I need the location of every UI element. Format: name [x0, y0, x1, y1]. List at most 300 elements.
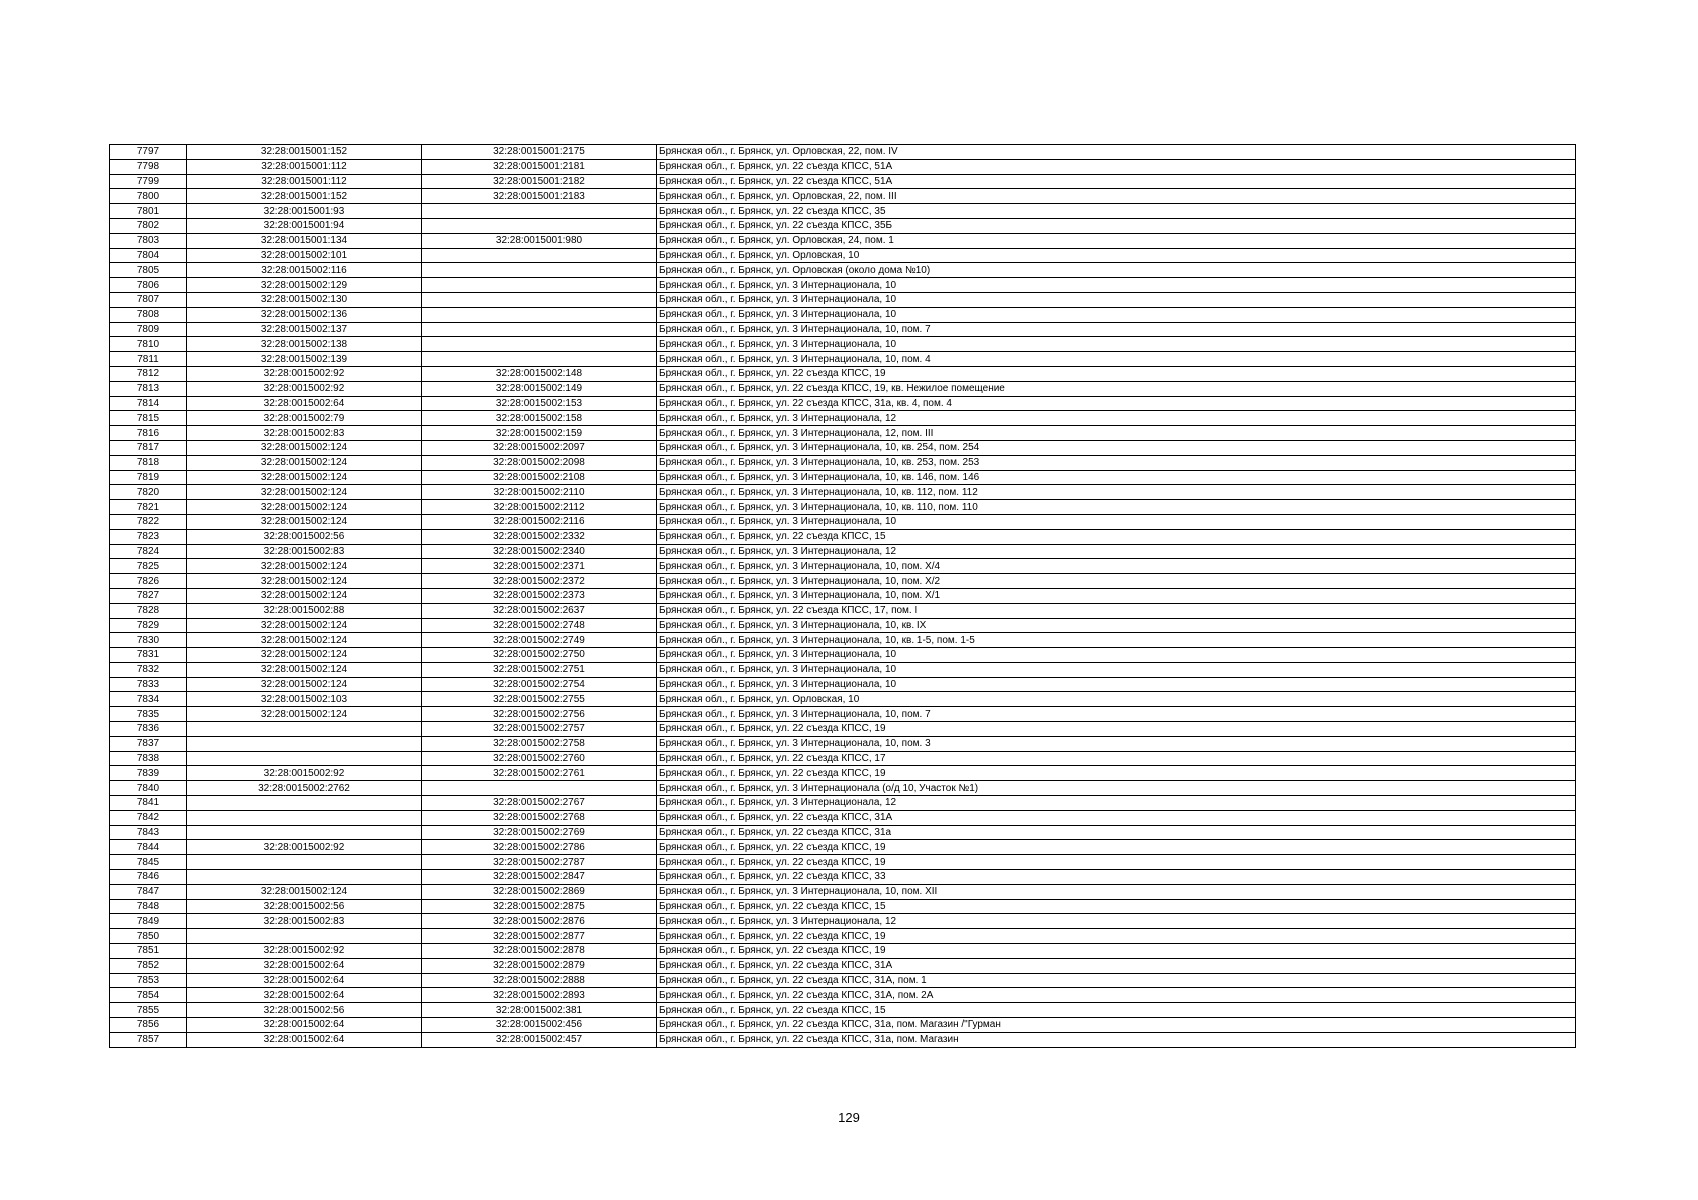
address-cell: Брянская обл., г. Брянск, ул. 3 Интернационала, 10, кв. 146, пом. 146	[657, 470, 1576, 485]
table-row	[110, 973, 1576, 988]
object-number-cell: 32:28:0015002:2760	[422, 751, 657, 766]
row-number-cell: 7816	[110, 426, 187, 441]
parcel-number-cell	[187, 736, 422, 751]
row-number-cell: 7821	[110, 500, 187, 515]
object-number-cell: 32:28:0015002:2769	[422, 825, 657, 840]
address-cell: Брянская обл., г. Брянск, ул. 3 Интернационала, 10	[657, 648, 1576, 663]
address-cell: Брянская обл., г. Брянск, ул. 22 съезда КПСС, 51А	[657, 174, 1576, 189]
row-number-cell: 7801	[110, 204, 187, 219]
address-cell: Брянская обл., г. Брянск, ул. 22 съезда КПСС, 15	[657, 1003, 1576, 1018]
table-row	[110, 825, 1576, 840]
row-number-cell: 7847	[110, 884, 187, 899]
table-row	[110, 677, 1576, 692]
table-row	[110, 692, 1576, 707]
parcel-number-cell: 32:28:0015002:138	[187, 337, 422, 352]
object-number-cell: 32:28:0015002:148	[422, 366, 657, 381]
object-number-cell: 32:28:0015001:2175	[422, 145, 657, 160]
row-number-cell: 7825	[110, 559, 187, 574]
parcel-number-cell	[187, 870, 422, 885]
object-number-cell: 32:28:0015002:2877	[422, 929, 657, 944]
address-cell: Брянская обл., г. Брянск, ул. 3 Интернационала, 12	[657, 796, 1576, 811]
object-number-cell: 32:28:0015002:2754	[422, 677, 657, 692]
object-number-cell	[422, 218, 657, 233]
address-cell: Брянская обл., г. Брянск, ул. 3 Интернационала, 10	[657, 677, 1576, 692]
table-row	[110, 544, 1576, 559]
row-number-cell: 7836	[110, 722, 187, 737]
parcel-number-cell: 32:28:0015002:64	[187, 396, 422, 411]
row-number-cell: 7802	[110, 218, 187, 233]
object-number-cell: 32:28:0015002:381	[422, 1003, 657, 1018]
address-cell: Брянская обл., г. Брянск, ул. 22 съезда КПСС, 15	[657, 529, 1576, 544]
table-row	[110, 426, 1576, 441]
table-row	[110, 366, 1576, 381]
row-number-cell: 7848	[110, 899, 187, 914]
row-number-cell: 7808	[110, 307, 187, 322]
object-number-cell: 32:28:0015002:2876	[422, 914, 657, 929]
table-row	[110, 662, 1576, 677]
row-number-cell: 7806	[110, 278, 187, 293]
address-cell: Брянская обл., г. Брянск, ул. 3 Интернационала, 10, пом. Х/4	[657, 559, 1576, 574]
object-number-cell: 32:28:0015002:2098	[422, 455, 657, 470]
row-number-cell: 7845	[110, 855, 187, 870]
row-number-cell: 7823	[110, 529, 187, 544]
object-number-cell: 32:28:0015002:2110	[422, 485, 657, 500]
row-number-cell: 7838	[110, 751, 187, 766]
table-row	[110, 736, 1576, 751]
table-row	[110, 929, 1576, 944]
row-number-cell: 7837	[110, 736, 187, 751]
table-row	[110, 1018, 1576, 1033]
parcel-number-cell: 32:28:0015002:124	[187, 677, 422, 692]
address-cell: Брянская обл., г. Брянск, ул. 22 съезда КПСС, 51А	[657, 159, 1576, 174]
row-number-cell: 7853	[110, 973, 187, 988]
parcel-number-cell: 32:28:0015001:112	[187, 159, 422, 174]
address-cell: Брянская обл., г. Брянск, ул. 3 Интернационала, 10, пом. 7	[657, 707, 1576, 722]
table-row	[110, 633, 1576, 648]
address-cell: Брянская обл., г. Брянск, ул. 22 съезда КПСС, 33	[657, 870, 1576, 885]
row-number-cell: 7797	[110, 145, 187, 160]
parcel-number-cell: 32:28:0015002:88	[187, 603, 422, 618]
table-row	[110, 485, 1576, 500]
address-cell: Брянская обл., г. Брянск, ул. 22 съезда КПСС, 35Б	[657, 218, 1576, 233]
table-row	[110, 307, 1576, 322]
row-number-cell: 7852	[110, 958, 187, 973]
property-registry-table	[109, 144, 1576, 1048]
object-number-cell: 32:28:0015002:2112	[422, 500, 657, 515]
object-number-cell: 32:28:0015002:2758	[422, 736, 657, 751]
object-number-cell: 32:28:0015002:2878	[422, 944, 657, 959]
address-cell: Брянская обл., г. Брянск, ул. 3 Интернационала, 10	[657, 514, 1576, 529]
parcel-number-cell: 32:28:0015002:124	[187, 884, 422, 899]
address-cell: Брянская обл., г. Брянск, ул. 22 съезда КПСС, 31а, пом. Магазин /"Гурман	[657, 1018, 1576, 1033]
object-number-cell: 32:28:0015002:2893	[422, 988, 657, 1003]
parcel-number-cell: 32:28:0015002:124	[187, 440, 422, 455]
table-row	[110, 751, 1576, 766]
registry-table-body	[110, 145, 1576, 1048]
parcel-number-cell: 32:28:0015002:83	[187, 914, 422, 929]
row-number-cell: 7826	[110, 574, 187, 589]
object-number-cell: 32:28:0015002:2750	[422, 648, 657, 663]
table-row	[110, 381, 1576, 396]
address-cell: Брянская обл., г. Брянск, ул. 3 Интернационала, 10	[657, 337, 1576, 352]
object-number-cell: 32:28:0015002:2875	[422, 899, 657, 914]
parcel-number-cell	[187, 751, 422, 766]
row-number-cell: 7849	[110, 914, 187, 929]
object-number-cell	[422, 781, 657, 796]
address-cell: Брянская обл., г. Брянск, ул. 3 Интернационала, 10, пом. 7	[657, 322, 1576, 337]
address-cell: Брянская обл., г. Брянск, ул. 22 съезда КПСС, 19	[657, 766, 1576, 781]
parcel-number-cell: 32:28:0015002:64	[187, 973, 422, 988]
table-row	[110, 411, 1576, 426]
parcel-number-cell: 32:28:0015002:92	[187, 840, 422, 855]
parcel-number-cell: 32:28:0015002:124	[187, 470, 422, 485]
row-number-cell: 7839	[110, 766, 187, 781]
table-row	[110, 204, 1576, 219]
object-number-cell: 32:28:0015002:149	[422, 381, 657, 396]
row-number-cell: 7812	[110, 366, 187, 381]
parcel-number-cell	[187, 855, 422, 870]
address-cell: Брянская обл., г. Брянск, ул. Орловская, 24, пом. 1	[657, 233, 1576, 248]
object-number-cell: 32:28:0015002:457	[422, 1032, 657, 1047]
table-row	[110, 722, 1576, 737]
parcel-number-cell: 32:28:0015002:92	[187, 944, 422, 959]
row-number-cell: 7831	[110, 648, 187, 663]
table-row	[110, 263, 1576, 278]
table-row	[110, 944, 1576, 959]
parcel-number-cell	[187, 825, 422, 840]
table-row	[110, 870, 1576, 885]
row-number-cell: 7829	[110, 618, 187, 633]
object-number-cell: 32:28:0015002:158	[422, 411, 657, 426]
table-row	[110, 796, 1576, 811]
object-number-cell: 32:28:0015002:2340	[422, 544, 657, 559]
table-row	[110, 914, 1576, 929]
row-number-cell: 7855	[110, 1003, 187, 1018]
row-number-cell: 7835	[110, 707, 187, 722]
parcel-number-cell: 32:28:0015002:56	[187, 529, 422, 544]
row-number-cell: 7800	[110, 189, 187, 204]
table-row	[110, 233, 1576, 248]
parcel-number-cell	[187, 810, 422, 825]
parcel-number-cell: 32:28:0015002:92	[187, 366, 422, 381]
object-number-cell: 32:28:0015002:2097	[422, 440, 657, 455]
parcel-number-cell: 32:28:0015001:152	[187, 145, 422, 160]
address-cell: Брянская обл., г. Брянск, ул. 3 Интернационала, 10	[657, 292, 1576, 307]
address-cell: Брянская обл., г. Брянск, ул. 22 съезда КПСС, 19	[657, 944, 1576, 959]
table-row	[110, 159, 1576, 174]
table-row	[110, 648, 1576, 663]
address-cell: Брянская обл., г. Брянск, ул. 3 Интернационала, 12	[657, 544, 1576, 559]
address-cell: Брянская обл., г. Брянск, ул. 3 Интернационала, 10, пом. 3	[657, 736, 1576, 751]
object-number-cell: 32:28:0015002:2748	[422, 618, 657, 633]
address-cell: Брянская обл., г. Брянск, ул. 3 Интернационала (о/д 10, Участок №1)	[657, 781, 1576, 796]
row-number-cell: 7830	[110, 633, 187, 648]
parcel-number-cell	[187, 722, 422, 737]
parcel-number-cell: 32:28:0015002:64	[187, 958, 422, 973]
row-number-cell: 7857	[110, 1032, 187, 1047]
row-number-cell: 7844	[110, 840, 187, 855]
table-row	[110, 292, 1576, 307]
object-number-cell: 32:28:0015002:2888	[422, 973, 657, 988]
address-cell: Брянская обл., г. Брянск, ул. 22 съезда КПСС, 31а, пом. Магазин	[657, 1032, 1576, 1047]
object-number-cell: 32:28:0015001:2182	[422, 174, 657, 189]
object-number-cell: 32:28:0015002:2787	[422, 855, 657, 870]
address-cell: Брянская обл., г. Брянск, ул. Орловская, 22, пом. IV	[657, 145, 1576, 160]
row-number-cell: 7827	[110, 588, 187, 603]
object-number-cell: 32:28:0015002:2637	[422, 603, 657, 618]
parcel-number-cell: 32:28:0015002:116	[187, 263, 422, 278]
row-number-cell: 7822	[110, 514, 187, 529]
address-cell: Брянская обл., г. Брянск, ул. 22 съезда КПСС, 17, пом. I	[657, 603, 1576, 618]
table-row	[110, 899, 1576, 914]
address-cell: Брянская обл., г. Брянск, ул. 22 съезда КПСС, 31А, пом. 2А	[657, 988, 1576, 1003]
parcel-number-cell: 32:28:0015002:92	[187, 381, 422, 396]
parcel-number-cell: 32:28:0015002:130	[187, 292, 422, 307]
table-row	[110, 884, 1576, 899]
row-number-cell: 7842	[110, 810, 187, 825]
object-number-cell: 32:28:0015002:2768	[422, 810, 657, 825]
row-number-cell: 7824	[110, 544, 187, 559]
object-number-cell: 32:28:0015001:2183	[422, 189, 657, 204]
table-row	[110, 218, 1576, 233]
address-cell: Брянская обл., г. Брянск, ул. 22 съезда КПСС, 19	[657, 840, 1576, 855]
parcel-number-cell: 32:28:0015002:136	[187, 307, 422, 322]
object-number-cell	[422, 248, 657, 263]
row-number-cell: 7799	[110, 174, 187, 189]
parcel-number-cell: 32:28:0015002:124	[187, 485, 422, 500]
parcel-number-cell: 32:28:0015002:137	[187, 322, 422, 337]
parcel-number-cell: 32:28:0015002:64	[187, 1018, 422, 1033]
parcel-number-cell: 32:28:0015001:94	[187, 218, 422, 233]
parcel-number-cell: 32:28:0015002:64	[187, 1032, 422, 1047]
object-number-cell: 32:28:0015002:2108	[422, 470, 657, 485]
row-number-cell: 7820	[110, 485, 187, 500]
row-number-cell: 7832	[110, 662, 187, 677]
table-row	[110, 810, 1576, 825]
row-number-cell: 7834	[110, 692, 187, 707]
object-number-cell: 32:28:0015002:2372	[422, 574, 657, 589]
address-cell: Брянская обл., г. Брянск, ул. 3 Интернационала, 10, кв. 253, пом. 253	[657, 455, 1576, 470]
object-number-cell	[422, 292, 657, 307]
address-cell: Брянская обл., г. Брянск, ул. 3 Интернационала, 10, кв. 110, пом. 110	[657, 500, 1576, 515]
address-cell: Брянская обл., г. Брянск, ул. 3 Интернационала, 10	[657, 662, 1576, 677]
object-number-cell: 32:28:0015002:2786	[422, 840, 657, 855]
object-number-cell	[422, 307, 657, 322]
table-row	[110, 174, 1576, 189]
table-row	[110, 1032, 1576, 1047]
row-number-cell: 7817	[110, 440, 187, 455]
row-number-cell: 7804	[110, 248, 187, 263]
row-number-cell: 7814	[110, 396, 187, 411]
object-number-cell: 32:28:0015001:980	[422, 233, 657, 248]
table-row	[110, 396, 1576, 411]
object-number-cell: 32:28:0015002:2757	[422, 722, 657, 737]
parcel-number-cell: 32:28:0015002:83	[187, 426, 422, 441]
object-number-cell: 32:28:0015002:159	[422, 426, 657, 441]
row-number-cell: 7854	[110, 988, 187, 1003]
object-number-cell: 32:28:0015002:2371	[422, 559, 657, 574]
table-row	[110, 618, 1576, 633]
row-number-cell: 7819	[110, 470, 187, 485]
parcel-number-cell: 32:28:0015001:112	[187, 174, 422, 189]
table-row	[110, 588, 1576, 603]
object-number-cell: 32:28:0015002:2751	[422, 662, 657, 677]
object-number-cell: 32:28:0015001:2181	[422, 159, 657, 174]
table-row	[110, 500, 1576, 515]
parcel-number-cell: 32:28:0015002:124	[187, 559, 422, 574]
address-cell: Брянская обл., г. Брянск, ул. 3 Интернационала, 12, пом. III	[657, 426, 1576, 441]
object-number-cell: 32:28:0015002:2116	[422, 514, 657, 529]
table-row	[110, 145, 1576, 160]
table-row	[110, 603, 1576, 618]
table-row	[110, 840, 1576, 855]
object-number-cell: 32:28:0015002:2879	[422, 958, 657, 973]
table-row	[110, 1003, 1576, 1018]
table-row	[110, 574, 1576, 589]
object-number-cell	[422, 337, 657, 352]
row-number-cell: 7810	[110, 337, 187, 352]
row-number-cell: 7811	[110, 352, 187, 367]
row-number-cell: 7803	[110, 233, 187, 248]
row-number-cell: 7818	[110, 455, 187, 470]
parcel-number-cell: 32:28:0015002:64	[187, 988, 422, 1003]
page-number: 129	[838, 1110, 860, 1125]
table-row	[110, 707, 1576, 722]
object-number-cell: 32:28:0015002:2761	[422, 766, 657, 781]
table-row	[110, 248, 1576, 263]
address-cell: Брянская обл., г. Брянск, ул. Орловская (около дома №10)	[657, 263, 1576, 278]
address-cell: Брянская обл., г. Брянск, ул. 3 Интернационала, 12	[657, 411, 1576, 426]
parcel-number-cell: 32:28:0015001:93	[187, 204, 422, 219]
parcel-number-cell: 32:28:0015002:92	[187, 766, 422, 781]
table-row	[110, 455, 1576, 470]
table-row	[110, 440, 1576, 455]
object-number-cell: 32:28:0015002:2332	[422, 529, 657, 544]
object-number-cell	[422, 204, 657, 219]
address-cell: Брянская обл., г. Брянск, ул. Орловская, 10	[657, 248, 1576, 263]
parcel-number-cell: 32:28:0015002:101	[187, 248, 422, 263]
row-number-cell: 7841	[110, 796, 187, 811]
table-row	[110, 958, 1576, 973]
parcel-number-cell: 32:28:0015002:124	[187, 500, 422, 515]
row-number-cell: 7807	[110, 292, 187, 307]
parcel-number-cell	[187, 929, 422, 944]
address-cell: Брянская обл., г. Брянск, ул. 3 Интернационала, 12	[657, 914, 1576, 929]
address-cell: Брянская обл., г. Брянск, ул. Орловская, 22, пом. III	[657, 189, 1576, 204]
address-cell: Брянская обл., г. Брянск, ул. 22 съезда КПСС, 31А	[657, 810, 1576, 825]
address-cell: Брянская обл., г. Брянск, ул. 3 Интернационала, 10, кв. 112, пом. 112	[657, 485, 1576, 500]
object-number-cell: 32:28:0015002:2767	[422, 796, 657, 811]
object-number-cell	[422, 263, 657, 278]
address-cell: Брянская обл., г. Брянск, ул. 3 Интернационала, 10, пом. Х/1	[657, 588, 1576, 603]
object-number-cell: 32:28:0015002:2756	[422, 707, 657, 722]
table-row	[110, 189, 1576, 204]
parcel-number-cell: 32:28:0015002:79	[187, 411, 422, 426]
table-row	[110, 781, 1576, 796]
table-row	[110, 470, 1576, 485]
parcel-number-cell: 32:28:0015002:124	[187, 707, 422, 722]
table-row	[110, 988, 1576, 1003]
row-number-cell: 7833	[110, 677, 187, 692]
row-number-cell: 7828	[110, 603, 187, 618]
address-cell: Брянская обл., г. Брянск, ул. 22 съезда КПСС, 17	[657, 751, 1576, 766]
address-cell: Брянская обл., г. Брянск, ул. 3 Интернационала, 10, пом. XII	[657, 884, 1576, 899]
table-row	[110, 352, 1576, 367]
row-number-cell: 7856	[110, 1018, 187, 1033]
object-number-cell: 32:28:0015002:153	[422, 396, 657, 411]
table-row	[110, 322, 1576, 337]
object-number-cell: 32:28:0015002:2749	[422, 633, 657, 648]
object-number-cell: 32:28:0015002:2755	[422, 692, 657, 707]
address-cell: Брянская обл., г. Брянск, ул. 22 съезда КПСС, 19	[657, 722, 1576, 737]
address-cell: Брянская обл., г. Брянск, ул. 22 съезда КПСС, 35	[657, 204, 1576, 219]
parcel-number-cell: 32:28:0015002:124	[187, 588, 422, 603]
table-row	[110, 855, 1576, 870]
address-cell: Брянская обл., г. Брянск, ул. 22 съезда КПСС, 19	[657, 366, 1576, 381]
row-number-cell: 7846	[110, 870, 187, 885]
address-cell: Брянская обл., г. Брянск, ул. 22 съезда КПСС, 19	[657, 855, 1576, 870]
address-cell: Брянская обл., г. Брянск, ул. 22 съезда КПСС, 19	[657, 929, 1576, 944]
parcel-number-cell: 32:28:0015002:124	[187, 455, 422, 470]
address-cell: Брянская обл., г. Брянск, ул. 22 съезда КПСС, 31а, кв. 4, пом. 4	[657, 396, 1576, 411]
table-row	[110, 278, 1576, 293]
address-cell: Брянская обл., г. Брянск, ул. 3 Интернационала, 10, кв. IX	[657, 618, 1576, 633]
parcel-number-cell: 32:28:0015002:129	[187, 278, 422, 293]
object-number-cell: 32:28:0015002:2847	[422, 870, 657, 885]
parcel-number-cell: 32:28:0015002:124	[187, 662, 422, 677]
parcel-number-cell: 32:28:0015002:124	[187, 618, 422, 633]
table-row	[110, 529, 1576, 544]
object-number-cell: 32:28:0015002:2373	[422, 588, 657, 603]
table-row	[110, 514, 1576, 529]
row-number-cell: 7843	[110, 825, 187, 840]
address-cell: Брянская обл., г. Брянск, ул. 22 съезда КПСС, 19, кв. Нежилое помещение	[657, 381, 1576, 396]
row-number-cell: 7809	[110, 322, 187, 337]
table-row	[110, 337, 1576, 352]
row-number-cell: 7850	[110, 929, 187, 944]
row-number-cell: 7851	[110, 944, 187, 959]
parcel-number-cell: 32:28:0015002:139	[187, 352, 422, 367]
parcel-number-cell: 32:28:0015001:134	[187, 233, 422, 248]
address-cell: Брянская обл., г. Брянск, ул. Орловская, 10	[657, 692, 1576, 707]
parcel-number-cell: 32:28:0015002:103	[187, 692, 422, 707]
parcel-number-cell: 32:28:0015002:124	[187, 648, 422, 663]
row-number-cell: 7798	[110, 159, 187, 174]
row-number-cell: 7815	[110, 411, 187, 426]
address-cell: Брянская обл., г. Брянск, ул. 22 съезда КПСС, 15	[657, 899, 1576, 914]
object-number-cell: 32:28:0015002:2869	[422, 884, 657, 899]
parcel-number-cell: 32:28:0015001:152	[187, 189, 422, 204]
parcel-number-cell: 32:28:0015002:124	[187, 514, 422, 529]
parcel-number-cell: 32:28:0015002:83	[187, 544, 422, 559]
address-cell: Брянская обл., г. Брянск, ул. 22 съезда КПСС, 31А, пом. 1	[657, 973, 1576, 988]
address-cell: Брянская обл., г. Брянск, ул. 22 съезда КПСС, 31А	[657, 958, 1576, 973]
address-cell: Брянская обл., г. Брянск, ул. 22 съезда КПСС, 31а	[657, 825, 1576, 840]
object-number-cell: 32:28:0015002:456	[422, 1018, 657, 1033]
address-cell: Брянская обл., г. Брянск, ул. 3 Интернационала, 10, пом. Х/2	[657, 574, 1576, 589]
row-number-cell: 7840	[110, 781, 187, 796]
parcel-number-cell: 32:28:0015002:56	[187, 899, 422, 914]
parcel-number-cell: 32:28:0015002:124	[187, 574, 422, 589]
table-row	[110, 559, 1576, 574]
parcel-number-cell	[187, 796, 422, 811]
row-number-cell: 7805	[110, 263, 187, 278]
address-cell: Брянская обл., г. Брянск, ул. 3 Интернационала, 10, пом. 4	[657, 352, 1576, 367]
object-number-cell	[422, 322, 657, 337]
row-number-cell: 7813	[110, 381, 187, 396]
parcel-number-cell: 32:28:0015002:56	[187, 1003, 422, 1018]
address-cell: Брянская обл., г. Брянск, ул. 3 Интернационала, 10, кв. 254, пом. 254	[657, 440, 1576, 455]
